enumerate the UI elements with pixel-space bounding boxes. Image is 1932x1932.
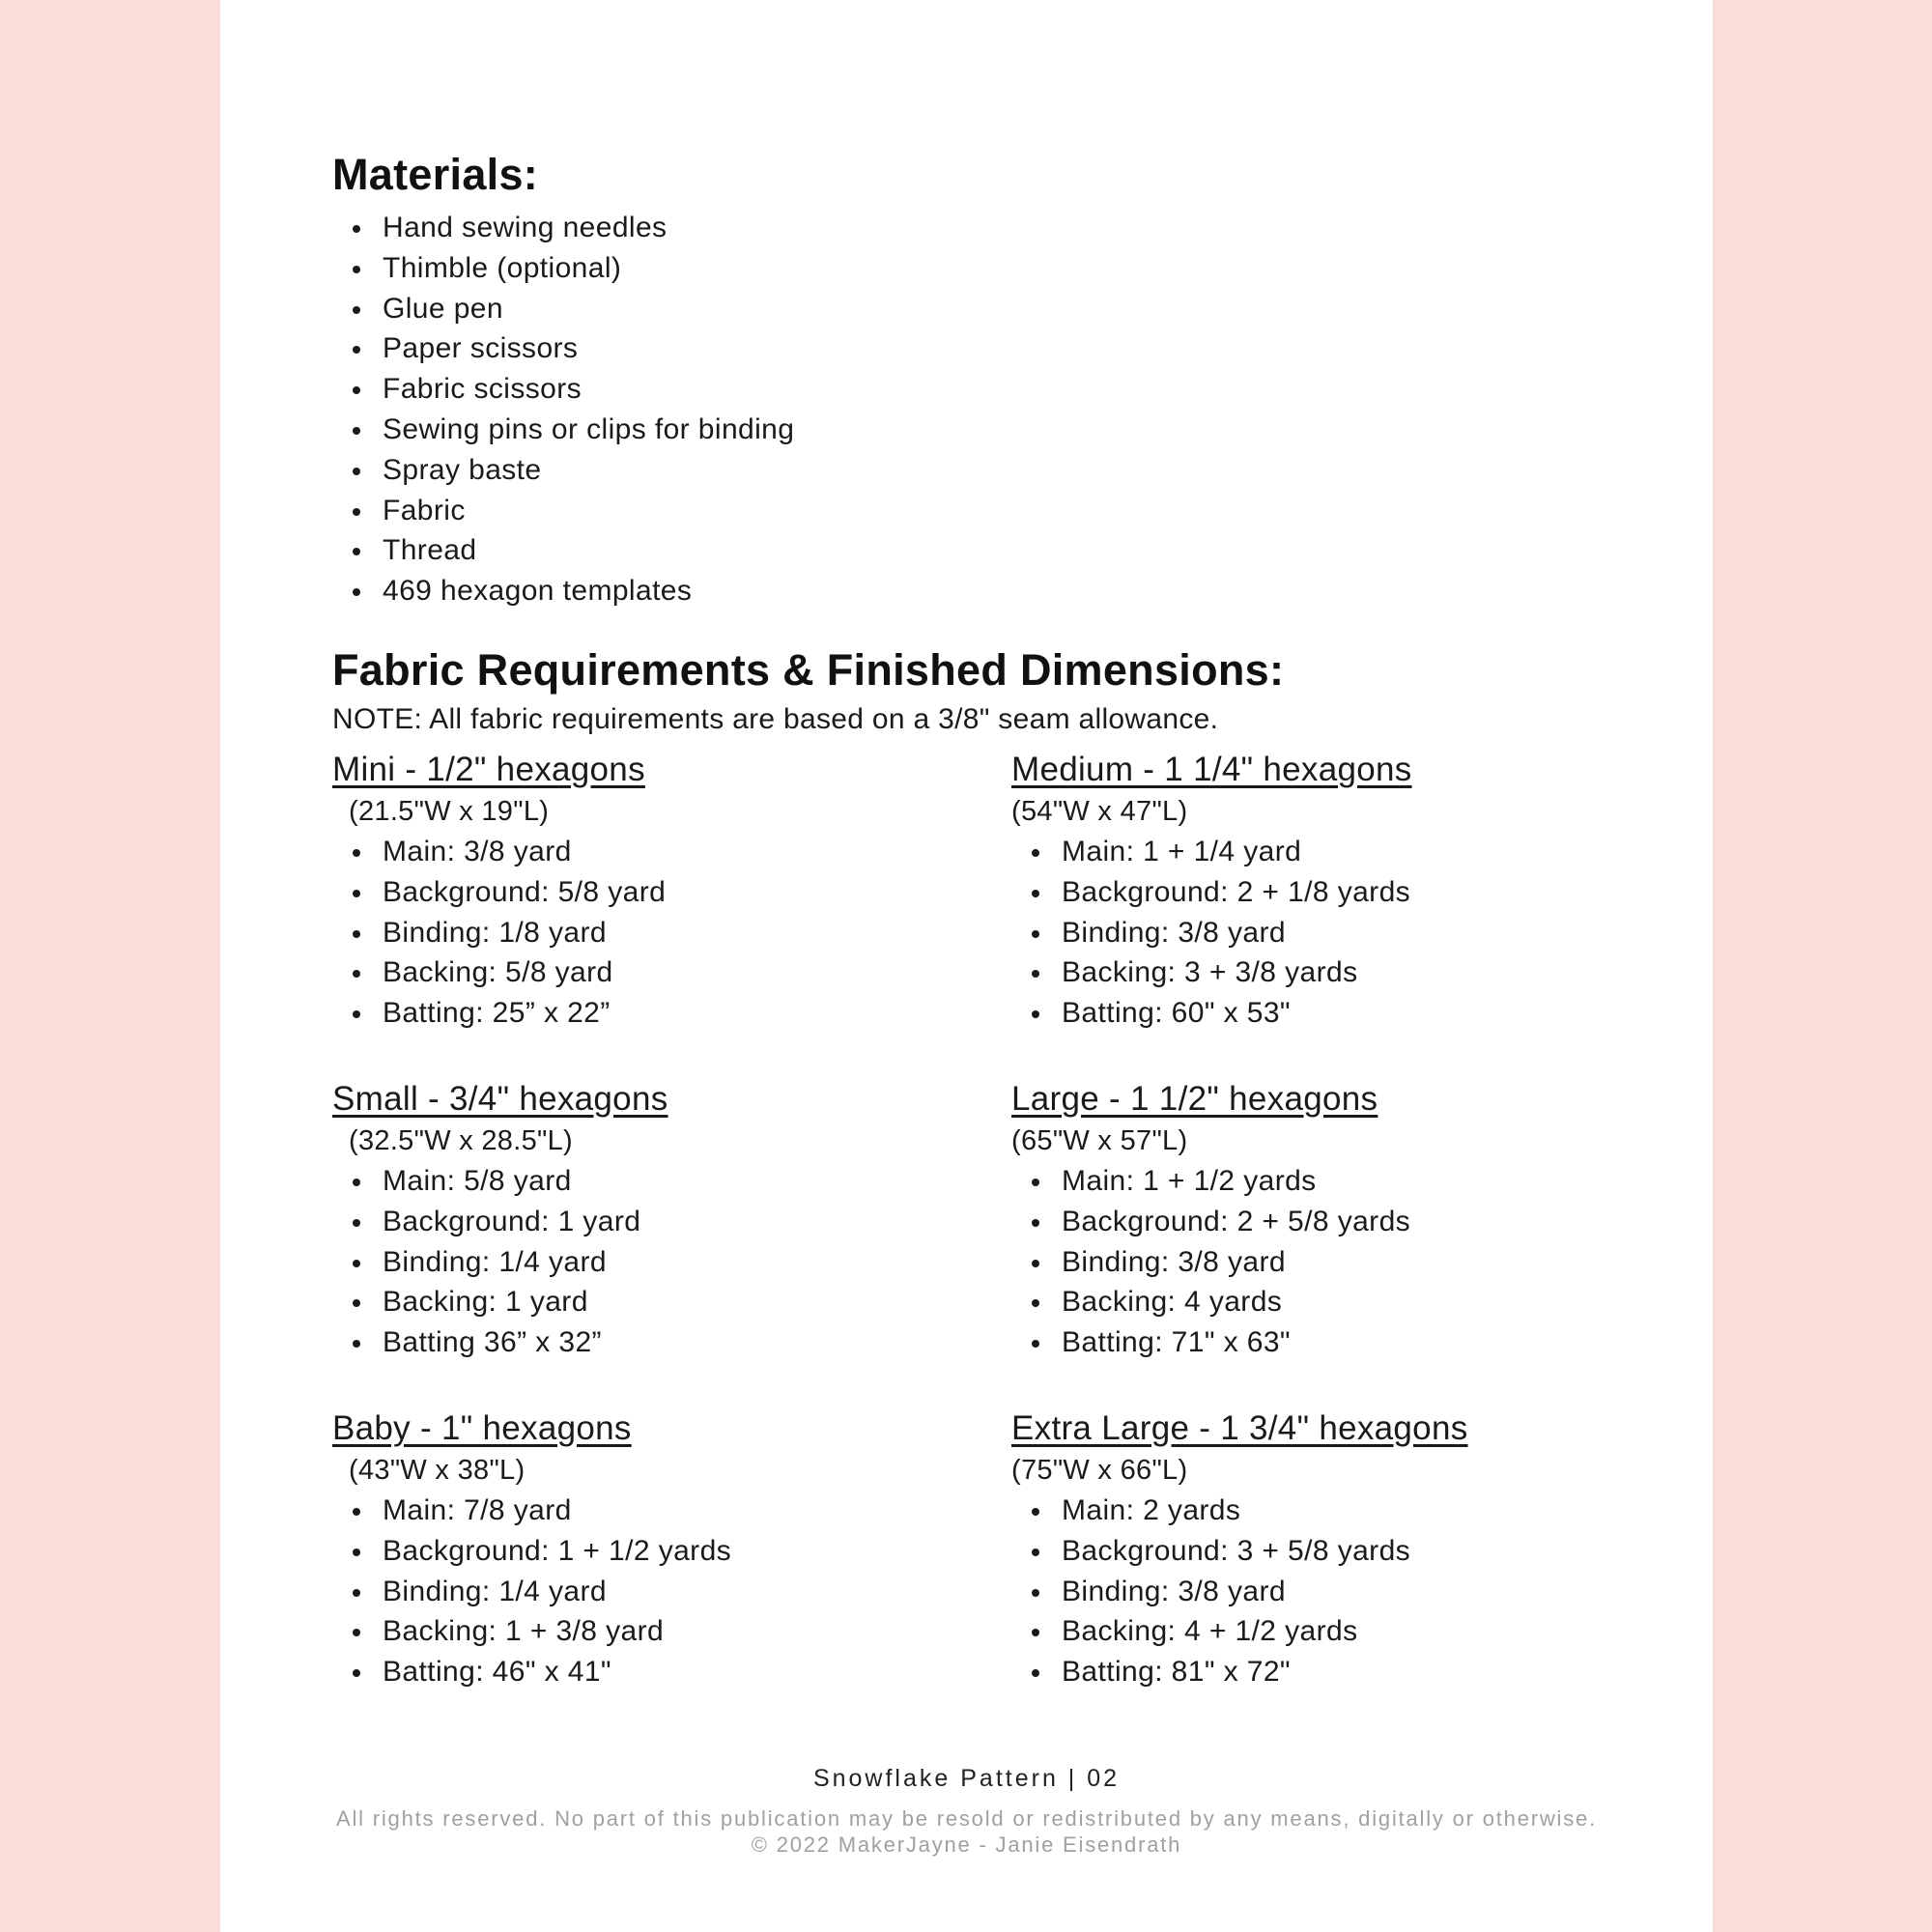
requirement-item: Binding: 3/8 yard bbox=[1011, 913, 1630, 953]
requirement-item: Background: 3 + 5/8 yards bbox=[1011, 1531, 1630, 1572]
size-dimensions: (21.5"W x 19"L) bbox=[349, 796, 550, 827]
requirement-item: Background: 1 yard bbox=[332, 1202, 951, 1242]
requirement-item: Batting: 60" x 53" bbox=[1011, 993, 1630, 1034]
requirement-item: Main: 7/8 yard bbox=[332, 1491, 951, 1531]
materials-item: Thread bbox=[332, 530, 794, 571]
materials-item: Fabric bbox=[332, 491, 794, 531]
size-block-large bbox=[1011, 1078, 1630, 1363]
requirement-item: Batting: 25” x 22” bbox=[332, 993, 951, 1034]
document-page bbox=[220, 0, 1713, 1932]
materials-item: Sewing pins or clips for binding bbox=[332, 410, 794, 450]
size-block-baby bbox=[332, 1407, 951, 1692]
materials-item: Paper scissors bbox=[332, 328, 794, 369]
requirement-item: Main: 2 yards bbox=[1011, 1491, 1630, 1531]
requirement-item: Binding: 1/8 yard bbox=[332, 913, 951, 953]
requirement-item: Backing: 4 + 1/2 yards bbox=[1011, 1611, 1630, 1652]
size-title: Medium - 1 1/4" hexagons bbox=[1011, 751, 1412, 788]
requirement-item: Binding: 1/4 yard bbox=[332, 1242, 951, 1283]
materials-heading: Materials: bbox=[332, 150, 539, 199]
requirement-item: Backing: 1 + 3/8 yard bbox=[332, 1611, 951, 1652]
size-requirements-list bbox=[332, 1161, 951, 1363]
size-requirements-list bbox=[1011, 832, 1630, 1034]
size-title: Large - 1 1/2" hexagons bbox=[1011, 1080, 1378, 1118]
requirement-item: Main: 1 + 1/2 yards bbox=[1011, 1161, 1630, 1202]
fabric-requirements-heading: Fabric Requirements & Finished Dimensions: bbox=[332, 645, 1285, 695]
materials-item: Glue pen bbox=[332, 289, 794, 329]
materials-item: Fabric scissors bbox=[332, 369, 794, 410]
requirement-item: Batting: 81" x 72" bbox=[1011, 1652, 1630, 1692]
size-dimensions: (75"W x 66"L) bbox=[1011, 1455, 1188, 1486]
requirement-item: Batting: 71" x 63" bbox=[1011, 1322, 1630, 1363]
requirement-item: Main: 3/8 yard bbox=[332, 832, 951, 872]
size-block-mini bbox=[332, 749, 951, 1034]
materials-item: Spray baste bbox=[332, 450, 794, 491]
size-dimensions: (54"W x 47"L) bbox=[1011, 796, 1188, 827]
requirement-item: Main: 1 + 1/4 yard bbox=[1011, 832, 1630, 872]
requirement-item: Binding: 3/8 yard bbox=[1011, 1572, 1630, 1612]
materials-list bbox=[332, 208, 794, 611]
size-title: Mini - 1/2" hexagons bbox=[332, 751, 645, 788]
requirement-item: Main: 5/8 yard bbox=[332, 1161, 951, 1202]
requirement-item: Background: 2 + 1/8 yards bbox=[1011, 872, 1630, 913]
size-block-small bbox=[332, 1078, 951, 1363]
requirement-item: Batting 36” x 32” bbox=[332, 1322, 951, 1363]
size-requirements-list bbox=[332, 1491, 951, 1692]
materials-item: Thimble (optional) bbox=[332, 248, 794, 289]
size-dimensions: (65"W x 57"L) bbox=[1011, 1125, 1188, 1156]
size-title: Extra Large - 1 3/4" hexagons bbox=[1011, 1409, 1468, 1447]
requirement-item: Backing: 5/8 yard bbox=[332, 952, 951, 993]
requirement-item: Background: 2 + 5/8 yards bbox=[1011, 1202, 1630, 1242]
size-requirements-list bbox=[332, 832, 951, 1034]
size-dimensions: (43"W x 38"L) bbox=[349, 1455, 526, 1486]
size-block-medium bbox=[1011, 749, 1630, 1034]
requirement-item: Backing: 3 + 3/8 yards bbox=[1011, 952, 1630, 993]
requirement-item: Backing: 4 yards bbox=[1011, 1282, 1630, 1322]
footer-page-title: Snowflake Pattern | 02 bbox=[812, 1765, 1121, 1792]
size-title: Small - 3/4" hexagons bbox=[332, 1080, 668, 1118]
materials-item: 469 hexagon templates bbox=[332, 571, 794, 611]
requirement-item: Background: 5/8 yard bbox=[332, 872, 951, 913]
size-requirements-list bbox=[1011, 1161, 1630, 1363]
size-block-extra-large bbox=[1011, 1407, 1630, 1692]
requirement-item: Binding: 3/8 yard bbox=[1011, 1242, 1630, 1283]
requirement-item: Backing: 1 yard bbox=[332, 1282, 951, 1322]
size-dimensions: (32.5"W x 28.5"L) bbox=[349, 1125, 574, 1156]
seam-allowance-note: NOTE: All fabric requirements are based on a 3/8" seam allowance. bbox=[332, 703, 1219, 735]
requirement-item: Batting: 46" x 41" bbox=[332, 1652, 951, 1692]
size-title: Baby - 1" hexagons bbox=[332, 1409, 632, 1447]
materials-item: Hand sewing needles bbox=[332, 208, 794, 248]
requirement-item: Background: 1 + 1/2 yards bbox=[332, 1531, 951, 1572]
footer-rights-notice: All rights reserved. No part of this publication may be resold or redistributed by any means, digitally or otherwise. bbox=[335, 1806, 1597, 1831]
footer-copyright: © 2022 MakerJayne - Janie Eisendrath bbox=[751, 1833, 1182, 1857]
size-requirements-list bbox=[1011, 1491, 1630, 1692]
requirement-item: Binding: 1/4 yard bbox=[332, 1572, 951, 1612]
